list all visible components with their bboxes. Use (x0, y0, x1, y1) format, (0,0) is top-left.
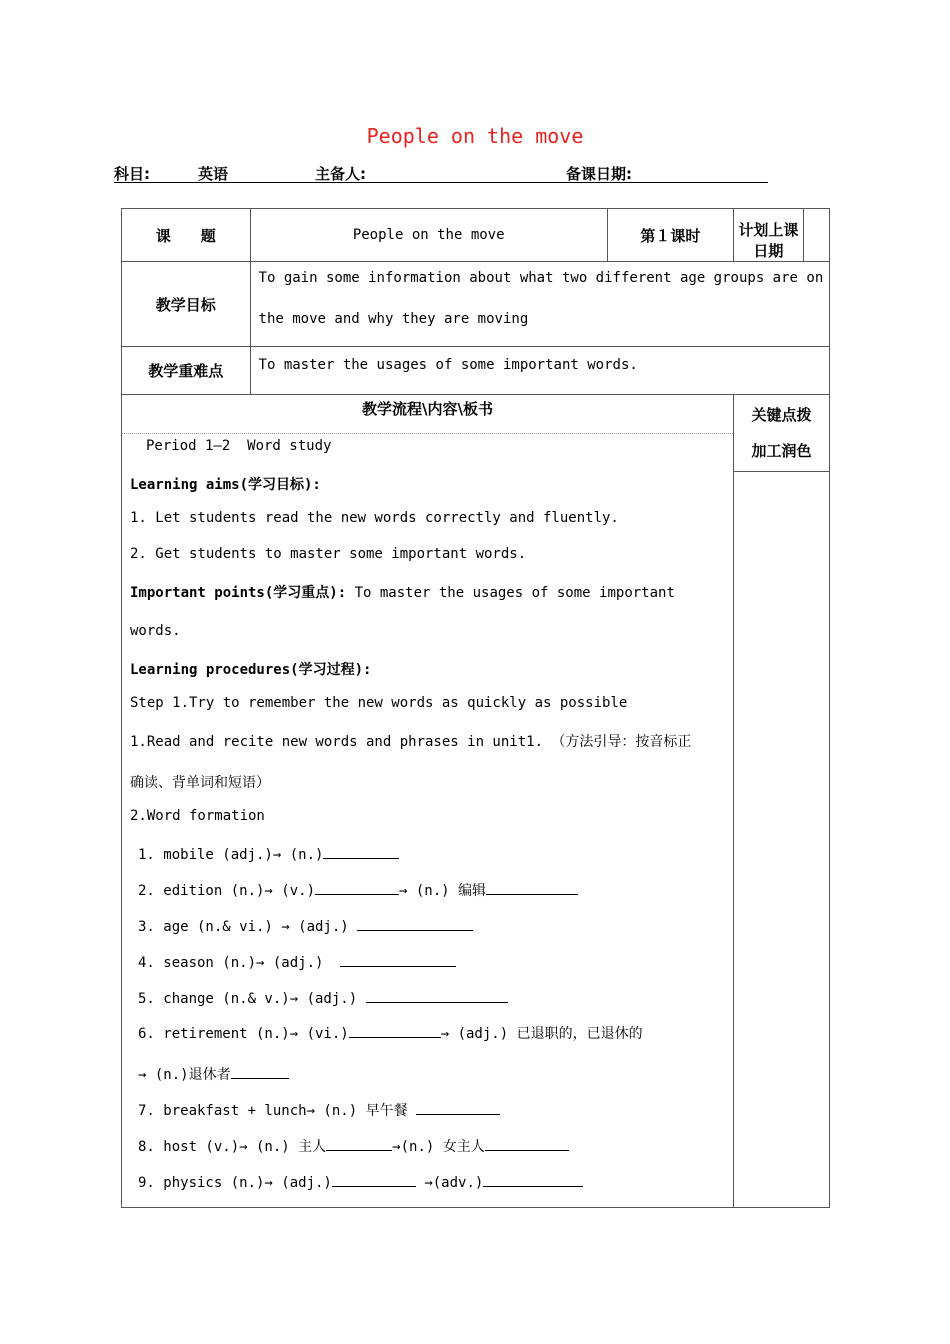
page-title: People on the move (366, 124, 584, 148)
blank-field[interactable] (483, 1172, 583, 1187)
difficulty-cell (250, 347, 829, 395)
side-header-2: 加工润色 (751, 442, 812, 460)
objective-line-2: the move and why they are moving (258, 311, 529, 327)
difficulty-label: 教学重难点 (122, 347, 251, 395)
lesson-label: 第１课时 (607, 209, 733, 262)
meta-line (114, 162, 768, 183)
topic-value: People on the move (250, 209, 607, 262)
formation-item-6-cont: → (n.)退休者 (138, 1064, 289, 1084)
blank-field[interactable] (323, 844, 399, 859)
points-text-2: words. (130, 623, 181, 639)
blank-field[interactable] (416, 1100, 500, 1115)
formation-item-2: 2. edition (n.)→ (v.) → (n.) 编辑 (138, 880, 578, 900)
aim-1: 1. Let students read the new words correctly and fluently. (130, 510, 619, 526)
period-title: Period 1—2 Word study (146, 438, 332, 454)
plan-date-value[interactable] (803, 209, 829, 262)
formation-item-3: 3. age (n.& vi.) → (adj.) (138, 916, 473, 935)
formation-item-8: 8. host (v.)→ (n.) 主人 →(n.) 女主人 (138, 1136, 569, 1156)
formation-item-6: 6. retirement (n.)→ (vi.) → (adj.) 已退职的，已退休的 (138, 1023, 643, 1043)
formation-item-4: 4. season (n.)→ (adj.) (138, 952, 456, 971)
topic-label: 课 题 (122, 209, 251, 262)
subject-value: 英语 (198, 165, 229, 183)
flow-cell (122, 395, 734, 1208)
points-line (130, 582, 675, 602)
difficulty-text: To master the usages of some important words. (258, 357, 638, 373)
blank-field[interactable] (326, 1136, 392, 1151)
plan-date-label: 计划上课日期 (734, 209, 804, 262)
objective-line-1: To gain some information about what two different age groups are on (258, 270, 824, 286)
aims-label: Learning aims(学习目标): (130, 477, 321, 493)
formation-item-1: 1. mobile (adj.)→ (n.) (138, 844, 399, 863)
side-notes-cell (734, 395, 830, 1208)
formation-item-5: 5. change (n.& v.)→ (adj.) (138, 988, 508, 1007)
step-1: Step 1.Try to remember the new words as quickly as possible (130, 695, 628, 711)
blank-field[interactable] (340, 952, 456, 967)
lesson-plan-table (121, 208, 830, 1208)
blank-field[interactable] (231, 1064, 289, 1079)
blank-field[interactable] (332, 1172, 416, 1187)
blank-field[interactable] (357, 916, 473, 931)
objective-cell (250, 262, 829, 347)
blank-field[interactable] (349, 1023, 441, 1038)
formation-item-9: 9. physics (n.)→ (adj.) →(adv.) (138, 1172, 583, 1191)
points-text: To master the usages of some important (354, 585, 675, 601)
aim-2: 2. Get students to master some important words. (130, 546, 527, 562)
preparer-label: 主备人: (315, 165, 366, 183)
formation-title: 2.Word formation (130, 808, 265, 824)
objective-label: 教学目标 (122, 262, 251, 347)
blank-field[interactable] (486, 880, 578, 895)
subject-label: 科目: (114, 165, 150, 183)
blank-field[interactable] (366, 988, 508, 1003)
blank-field[interactable] (485, 1136, 569, 1151)
procedures-label: Learning procedures(学习过程): (130, 662, 372, 678)
blank-field[interactable] (315, 880, 399, 895)
side-header-1: 关键点拨 (751, 406, 812, 424)
read-line-2: 确读、背单词和短语） (130, 775, 270, 791)
read-line-1: 1.Read and recite new words and phrases in unit1. （方法引导：按音标正 (130, 734, 692, 750)
formation-item-7: 7. breakfast + lunch→ (n.) 早午餐 (138, 1100, 500, 1120)
date-label: 备课日期: (566, 165, 632, 183)
flow-header: 教学流程\内容\板书 (122, 395, 733, 434)
points-label: Important points(学习重点): (130, 585, 347, 601)
